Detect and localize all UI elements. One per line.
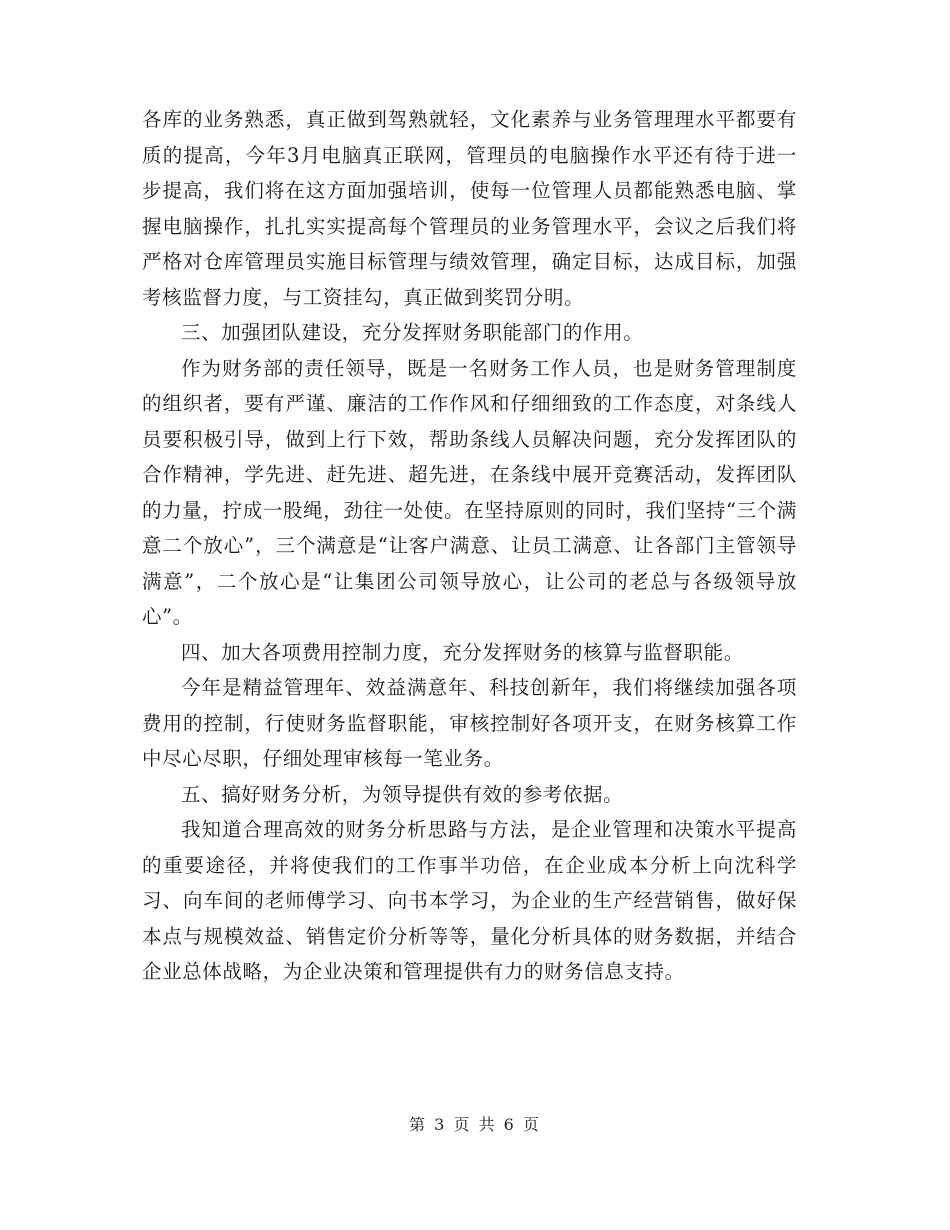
- page-number-footer: 第 3 页 共 6 页: [409, 1115, 541, 1134]
- paragraph-2: 作为财务部的责任领导，既是一名财务工作人员，也是财务管理制度的组织者，要有严谨、廉洁的工作作风和仔细细致的工作态度，对条线人员要积极引导，做到上行下效，帮助条线人员解决问题，充分发挥团队的合作精神，学先进、赶先进、超先进，在条线中展开竞赛活动，发挥团队的力量，拧成一股绳，劲往一处使。在坚持原则的同时，我们坚持“三个满意二个放心”，三个满意是“让客户满意、让员工满意、让各部门主管领导满意”，二个放心是“让集团公司领导放心，让公司的老总与各级领导放心”。: [142, 356, 797, 628]
- paragraph-3: 今年是精益管理年、效益满意年、科技创新年，我们将继续加强各项费用的控制，行使财务监督职能，审核控制好各项开支，在财务核算工作中尽心尽职，仔细处理审核每一笔业务。: [142, 676, 797, 770]
- section-heading-5: 五、搞好财务分析，为领导提供有效的参考依据。: [181, 782, 624, 806]
- section-heading-4: 四、加大各项费用控制力度，充分发挥财务的核算与监督职能。: [181, 640, 744, 664]
- paragraph-1: 各库的业务熟悉，真正做到驾熟就轻，文化素养与业务管理理水平都要有质的提高，今年3月电脑真正联网，管理员的电脑操作水平还有待于进一步提高，我们将在这方面加强培训，使每一位管理人员都能熟悉电脑、掌握电脑操作，扎扎实实提高每个管理员的业务管理水平，会议之后我们将严格对仓库管理员实施目标管理与绩效管理，确定目标，达成目标，加强考核监督力度，与工资挂勾，真正做到奖罚分明。: [142, 108, 797, 309]
- section-heading-3: 三、加强团队建设，充分发挥财务职能部门的作用。: [181, 321, 644, 344]
- paragraph-4: 我知道合理高效的财务分析思路与方法，是企业管理和决策水平提高的重要途径，并将使我们的工作事半功倍，在企业成本分析上向沈科学习、向车间的老师傅学习、向书本学习，为企业的生产经营销售，做好保本点与规模效益、销售定价分析等等，量化分析具体的财务数据，并结合企业总体战略，为企业决策和管理提供有力的财务信息支持。: [142, 818, 797, 983]
- document-body: [142, 102, 797, 990]
